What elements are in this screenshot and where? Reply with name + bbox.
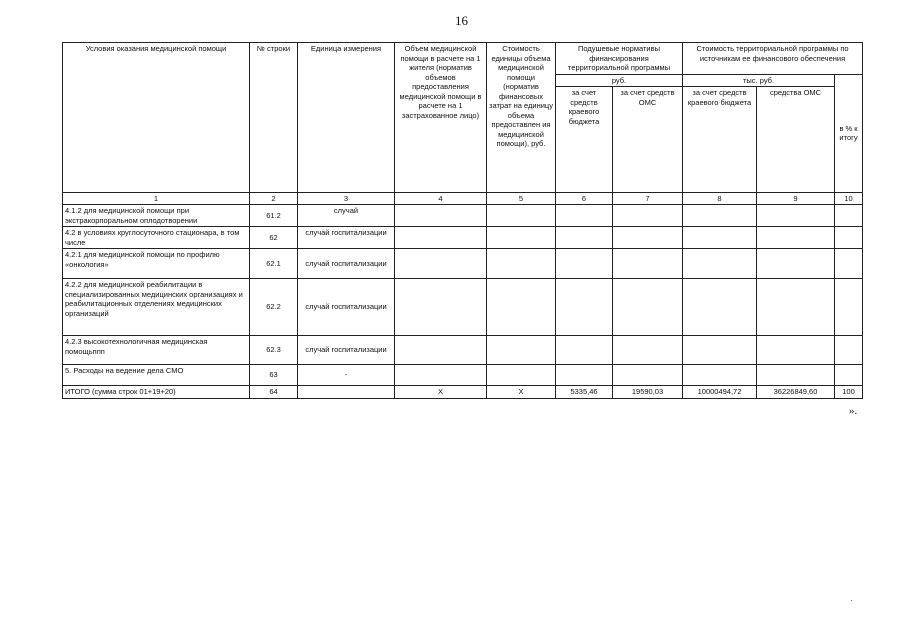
cell-cost (487, 336, 556, 365)
cell-budget-per-capita (556, 249, 613, 279)
cell-budget-program (683, 205, 757, 227)
total-percent: 100 (835, 386, 863, 399)
row-unit: - (298, 365, 395, 386)
cell-budget-program (683, 249, 757, 279)
cell-volume (395, 336, 487, 365)
total-row-number: 64 (250, 386, 298, 399)
cell-oms-program (757, 336, 835, 365)
column-number: 8 (683, 193, 757, 205)
header-unit-cost: Стоимость единицы объема медицинской помощи (норматив финансовых затрат на единицу объема предоставлен ия медицинской помощи), руб. (487, 43, 556, 193)
header-conditions: Условия оказания медицинской помощи (63, 43, 250, 193)
cell-budget-per-capita (556, 336, 613, 365)
row-number: 61.2 (250, 205, 298, 227)
row-number: 62.1 (250, 249, 298, 279)
scan-dot (851, 600, 852, 601)
cell-budget-per-capita (556, 227, 613, 249)
cell-budget-per-capita (556, 279, 613, 336)
total-name: ИТОГО (сумма строк 01+19+20) (63, 386, 250, 399)
total-oms-per-capita: 19590,03 (613, 386, 683, 399)
row-name: 4.2.2 для медицинской реабилитации в специализированных медицинских организациях и реабилитационных отделениях медицинских организаций (63, 279, 250, 336)
header-per-capita: Подушевые нормативы финансирования территориальной программы (556, 43, 683, 75)
header-rub: руб. (556, 74, 683, 87)
row-name: 5. Расходы на ведение дела СМО (63, 365, 250, 386)
table-row (63, 365, 863, 386)
cell-percent (835, 249, 863, 279)
column-number-row (63, 193, 863, 205)
cell-volume (395, 279, 487, 336)
header-oms-program: средства ОМС (757, 87, 835, 193)
column-number: 3 (298, 193, 395, 205)
header-row-number: № строки (250, 43, 298, 193)
cell-oms-per-capita (613, 336, 683, 365)
total-oms-program: 36226849,60 (757, 386, 835, 399)
header-program-cost: Стоимость территориальной программы по источникам ее финансового обеспечения (683, 43, 863, 75)
cell-cost (487, 279, 556, 336)
header-volume: Объем медицинской помощи в расчете на 1 жителя (норматив объемов предоставления медицинской помощи в расчете на 1 застрахованное лицо) (395, 43, 487, 193)
header-percent: в % к итогу (835, 74, 863, 193)
cell-budget-program (683, 227, 757, 249)
cell-cost (487, 227, 556, 249)
cell-oms-program (757, 227, 835, 249)
cell-oms-program (757, 205, 835, 227)
cell-percent (835, 279, 863, 336)
cell-budget-program (683, 336, 757, 365)
row-name: 4.1.2 для медицинской помощи при экстракорпоральном оплодотворении (63, 205, 250, 227)
column-number: 1 (63, 193, 250, 205)
closing-quote-mark: ». (849, 405, 858, 417)
total-cost: X (487, 386, 556, 399)
header-budget-per-capita: за счет средств краевого бюджета (556, 87, 613, 193)
total-unit (298, 386, 395, 399)
total-budget-program: 10000494,72 (683, 386, 757, 399)
cell-oms-per-capita (613, 249, 683, 279)
total-volume: X (395, 386, 487, 399)
column-number: 5 (487, 193, 556, 205)
cell-percent (835, 365, 863, 386)
cell-volume (395, 227, 487, 249)
column-number: 7 (613, 193, 683, 205)
cell-oms-per-capita (613, 205, 683, 227)
column-number: 6 (556, 193, 613, 205)
cell-cost (487, 365, 556, 386)
header-unit: Единица измерения (298, 43, 395, 193)
row-unit: случай госпитализации (298, 249, 395, 279)
row-unit: случай госпитализации (298, 336, 395, 365)
cell-volume (395, 365, 487, 386)
cell-cost (487, 249, 556, 279)
cell-budget-per-capita (556, 365, 613, 386)
cell-oms-program (757, 279, 835, 336)
cell-oms-program (757, 365, 835, 386)
cell-percent (835, 205, 863, 227)
cell-percent (835, 227, 863, 249)
table-row (63, 205, 863, 227)
row-name: 4.2.1 для медицинской помощи по профилю «онкология» (63, 249, 250, 279)
table-row (63, 336, 863, 365)
table-row (63, 227, 863, 249)
header-thous-rub: тыс. руб. (683, 74, 835, 87)
territorial-program-cost-table (62, 42, 863, 399)
total-budget-per-capita: 5335,46 (556, 386, 613, 399)
cell-percent (835, 336, 863, 365)
cell-oms-per-capita (613, 279, 683, 336)
row-unit: случай госпитализации (298, 227, 395, 249)
cell-budget-program (683, 279, 757, 336)
column-number: 2 (250, 193, 298, 205)
table-row (63, 279, 863, 336)
header-oms-per-capita: за счет средств ОМС (613, 87, 683, 193)
total-row (63, 386, 863, 399)
cell-budget-per-capita (556, 205, 613, 227)
row-name: 4.2 в условиях круглосуточного стационара, в том числе (63, 227, 250, 249)
row-name: 4.2.3 высокотехнологичная медицинская помощьппп (63, 336, 250, 365)
row-number: 62.3 (250, 336, 298, 365)
column-number: 10 (835, 193, 863, 205)
cell-volume (395, 249, 487, 279)
page-number: 16 (455, 13, 468, 28)
cell-cost (487, 205, 556, 227)
cell-oms-per-capita (613, 227, 683, 249)
row-number: 62.2 (250, 279, 298, 336)
row-unit: случай (298, 205, 395, 227)
column-number: 4 (395, 193, 487, 205)
cell-oms-per-capita (613, 365, 683, 386)
row-unit: случай госпитализации (298, 279, 395, 336)
cell-oms-program (757, 249, 835, 279)
column-number: 9 (757, 193, 835, 205)
table-row (63, 249, 863, 279)
cell-volume (395, 205, 487, 227)
header-budget-program: за счет средств краевого бюджета (683, 87, 757, 193)
row-number: 63 (250, 365, 298, 386)
cell-budget-program (683, 365, 757, 386)
row-number: 62 (250, 227, 298, 249)
